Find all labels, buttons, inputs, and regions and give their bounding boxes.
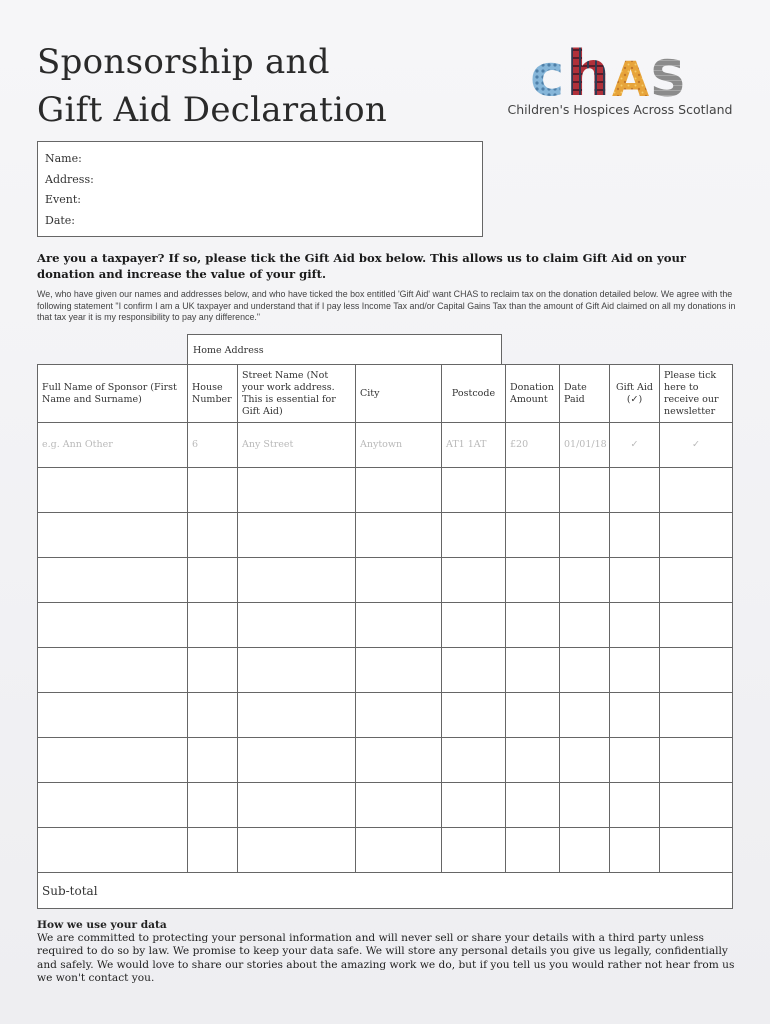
entry-cell[interactable] — [610, 828, 660, 873]
entry-cell[interactable] — [238, 783, 356, 828]
address-label: Address: — [45, 172, 94, 186]
entry-cell[interactable] — [506, 738, 560, 783]
entry-cell[interactable] — [188, 603, 238, 648]
entry-cell[interactable] — [506, 693, 560, 738]
entry-cell[interactable] — [356, 513, 442, 558]
table-row — [38, 828, 733, 873]
logo-letter-a: A — [612, 52, 650, 102]
entry-cell[interactable] — [506, 783, 560, 828]
entry-cell[interactable] — [442, 603, 506, 648]
example-name: e.g. Ann Other — [38, 423, 188, 468]
header-full-name: Full Name of Sponsor (First Name and Surname) — [38, 365, 188, 423]
entry-cell[interactable] — [238, 738, 356, 783]
entry-cell[interactable] — [238, 468, 356, 513]
entry-cell[interactable] — [660, 603, 733, 648]
table-header-row — [38, 365, 733, 423]
table-row — [38, 783, 733, 828]
entry-cell[interactable] — [506, 828, 560, 873]
entry-cell[interactable] — [560, 783, 610, 828]
entry-cell[interactable] — [356, 693, 442, 738]
entry-cell[interactable] — [506, 513, 560, 558]
example-newsletter-check-icon: ✓ — [660, 423, 733, 468]
header-newsletter: Please tick here to receive our newsletter — [660, 365, 733, 423]
logo-tagline: Children's Hospices Across Scotland — [507, 102, 733, 117]
entry-cell[interactable] — [560, 648, 610, 693]
chas-logo — [504, 38, 736, 122]
page-title — [37, 38, 387, 134]
header-donation-amount: Donation Amount — [506, 365, 560, 423]
entry-cell[interactable] — [38, 648, 188, 693]
entry-cell[interactable] — [188, 738, 238, 783]
entry-cell[interactable] — [560, 738, 610, 783]
entry-cell[interactable] — [238, 693, 356, 738]
entry-cell[interactable] — [506, 648, 560, 693]
entry-cell[interactable] — [610, 468, 660, 513]
entry-cell[interactable] — [560, 603, 610, 648]
entry-cell[interactable] — [660, 828, 733, 873]
example-amount: £20 — [506, 423, 560, 468]
entry-cell[interactable] — [560, 513, 610, 558]
entry-cell[interactable] — [610, 558, 660, 603]
subtotal-label: Sub-total — [38, 873, 733, 909]
table-row — [38, 558, 733, 603]
entry-cell[interactable] — [660, 513, 733, 558]
title-line-1: Sponsorship and — [37, 42, 330, 82]
entry-rows — [38, 468, 733, 873]
entry-cell[interactable] — [442, 558, 506, 603]
entry-cell[interactable] — [238, 603, 356, 648]
taxpayer-question: Are you a taxpayer? If so, please tick the Gift Aid box below. This allows us to claim Gift Aid on your donation and increase the value of your gift. — [37, 251, 687, 281]
entry-cell[interactable] — [38, 513, 188, 558]
entry-cell[interactable] — [356, 648, 442, 693]
home-address-header: Home Address — [187, 334, 502, 365]
entry-cell[interactable] — [560, 828, 610, 873]
entry-cell[interactable] — [356, 558, 442, 603]
entry-cell[interactable] — [610, 603, 660, 648]
example-row — [38, 423, 733, 468]
entry-cell[interactable] — [560, 693, 610, 738]
table-row — [38, 738, 733, 783]
entry-cell[interactable] — [660, 783, 733, 828]
entry-cell[interactable] — [442, 693, 506, 738]
entry-cell[interactable] — [238, 828, 356, 873]
logo-letter-s: S — [650, 50, 687, 102]
entry-cell[interactable] — [660, 693, 733, 738]
sponsorship-table — [37, 364, 733, 909]
entry-cell[interactable] — [442, 828, 506, 873]
entry-cell[interactable] — [38, 468, 188, 513]
entry-cell[interactable] — [188, 648, 238, 693]
entry-cell[interactable] — [560, 558, 610, 603]
entry-cell[interactable] — [188, 783, 238, 828]
entry-cell[interactable] — [38, 693, 188, 738]
event-label: Event: — [45, 193, 81, 207]
entry-cell[interactable] — [610, 693, 660, 738]
entry-cell[interactable] — [188, 468, 238, 513]
entry-cell[interactable] — [506, 468, 560, 513]
entry-cell[interactable] — [188, 513, 238, 558]
table-row — [38, 513, 733, 558]
logo-letter-h: h — [566, 38, 611, 102]
header-city: City — [356, 365, 442, 423]
entry-cell[interactable] — [356, 828, 442, 873]
entry-cell[interactable] — [356, 738, 442, 783]
example-city: Anytown — [356, 423, 442, 468]
entry-cell[interactable] — [660, 558, 733, 603]
name-label: Name: — [45, 152, 82, 165]
table-row — [38, 603, 733, 648]
entry-cell[interactable] — [506, 558, 560, 603]
entry-cell[interactable] — [560, 468, 610, 513]
header-street-name: Street Name (Not your work address. This is essential for Gift Aid) — [238, 365, 356, 423]
entry-cell[interactable] — [238, 648, 356, 693]
gift-aid-declaration: We, who have given our names and addresses below, and who have ticked the box entitled 'Gift Aid' want CHAS to reclaim tax on the donation detailed below. We agree with the following statement "I confirm I am a UK taxpayer and understand that if I pay less Income Tax and/or Capital Gains Tax than the amount of Gift Aid claimed on all my donations in that tax year it is my responsibility to pay any difference." — [37, 289, 736, 322]
entry-cell[interactable] — [506, 603, 560, 648]
entry-cell[interactable] — [442, 738, 506, 783]
entry-cell[interactable] — [610, 513, 660, 558]
entry-cell[interactable] — [610, 738, 660, 783]
entry-cell[interactable] — [38, 783, 188, 828]
data-use-section — [37, 919, 737, 985]
date-label: Date: — [45, 213, 76, 227]
entry-cell[interactable] — [660, 468, 733, 513]
example-gift-aid-check-icon: ✓ — [610, 423, 660, 468]
sponsor-details-box[interactable] — [37, 141, 483, 237]
data-use-body: We are committed to protecting your personal information and will never sell or share your details with a third party unless required to do so by law. We promise to keep your data safe. We will store any personal details you give us legally, confidentially and safely. We would love to share our stories about the amazing work we do, but if you tell us you would rather not hear from us we won't contact you. — [37, 932, 735, 984]
entry-cell[interactable] — [442, 648, 506, 693]
entry-cell[interactable] — [610, 648, 660, 693]
subtotal-row — [38, 873, 733, 909]
entry-cell[interactable] — [38, 603, 188, 648]
entry-cell[interactable] — [442, 513, 506, 558]
entry-cell[interactable] — [356, 783, 442, 828]
chas-logo-graphic — [504, 38, 736, 102]
header-gift-aid: Gift Aid (✓) — [610, 365, 660, 423]
entry-cell[interactable] — [356, 468, 442, 513]
title-line-2: Gift Aid Declaration — [37, 90, 388, 130]
entry-cell[interactable] — [610, 783, 660, 828]
logo-letter-c: c — [530, 41, 565, 102]
data-use-heading: How we use your data — [37, 919, 167, 931]
header-date-paid: Date Paid — [560, 365, 610, 423]
example-house: 6 — [188, 423, 238, 468]
table-row — [38, 693, 733, 738]
example-date: 01/01/18 — [560, 423, 610, 468]
entry-cell[interactable] — [238, 558, 356, 603]
entry-cell[interactable] — [188, 693, 238, 738]
header-postcode: Postcode — [442, 365, 506, 423]
entry-cell[interactable] — [442, 468, 506, 513]
entry-cell[interactable] — [660, 738, 733, 783]
entry-cell[interactable] — [238, 513, 356, 558]
entry-cell[interactable] — [188, 828, 238, 873]
header-house-number: House Number — [188, 365, 238, 423]
example-postcode: AT1 1AT — [442, 423, 506, 468]
example-street: Any Street — [238, 423, 356, 468]
entry-cell[interactable] — [442, 783, 506, 828]
entry-cell[interactable] — [38, 558, 188, 603]
entry-cell[interactable] — [356, 603, 442, 648]
entry-cell[interactable] — [38, 738, 188, 783]
table-row — [38, 648, 733, 693]
entry-cell[interactable] — [660, 648, 733, 693]
table-row — [38, 468, 733, 513]
entry-cell[interactable] — [38, 828, 188, 873]
entry-cell[interactable] — [188, 558, 238, 603]
